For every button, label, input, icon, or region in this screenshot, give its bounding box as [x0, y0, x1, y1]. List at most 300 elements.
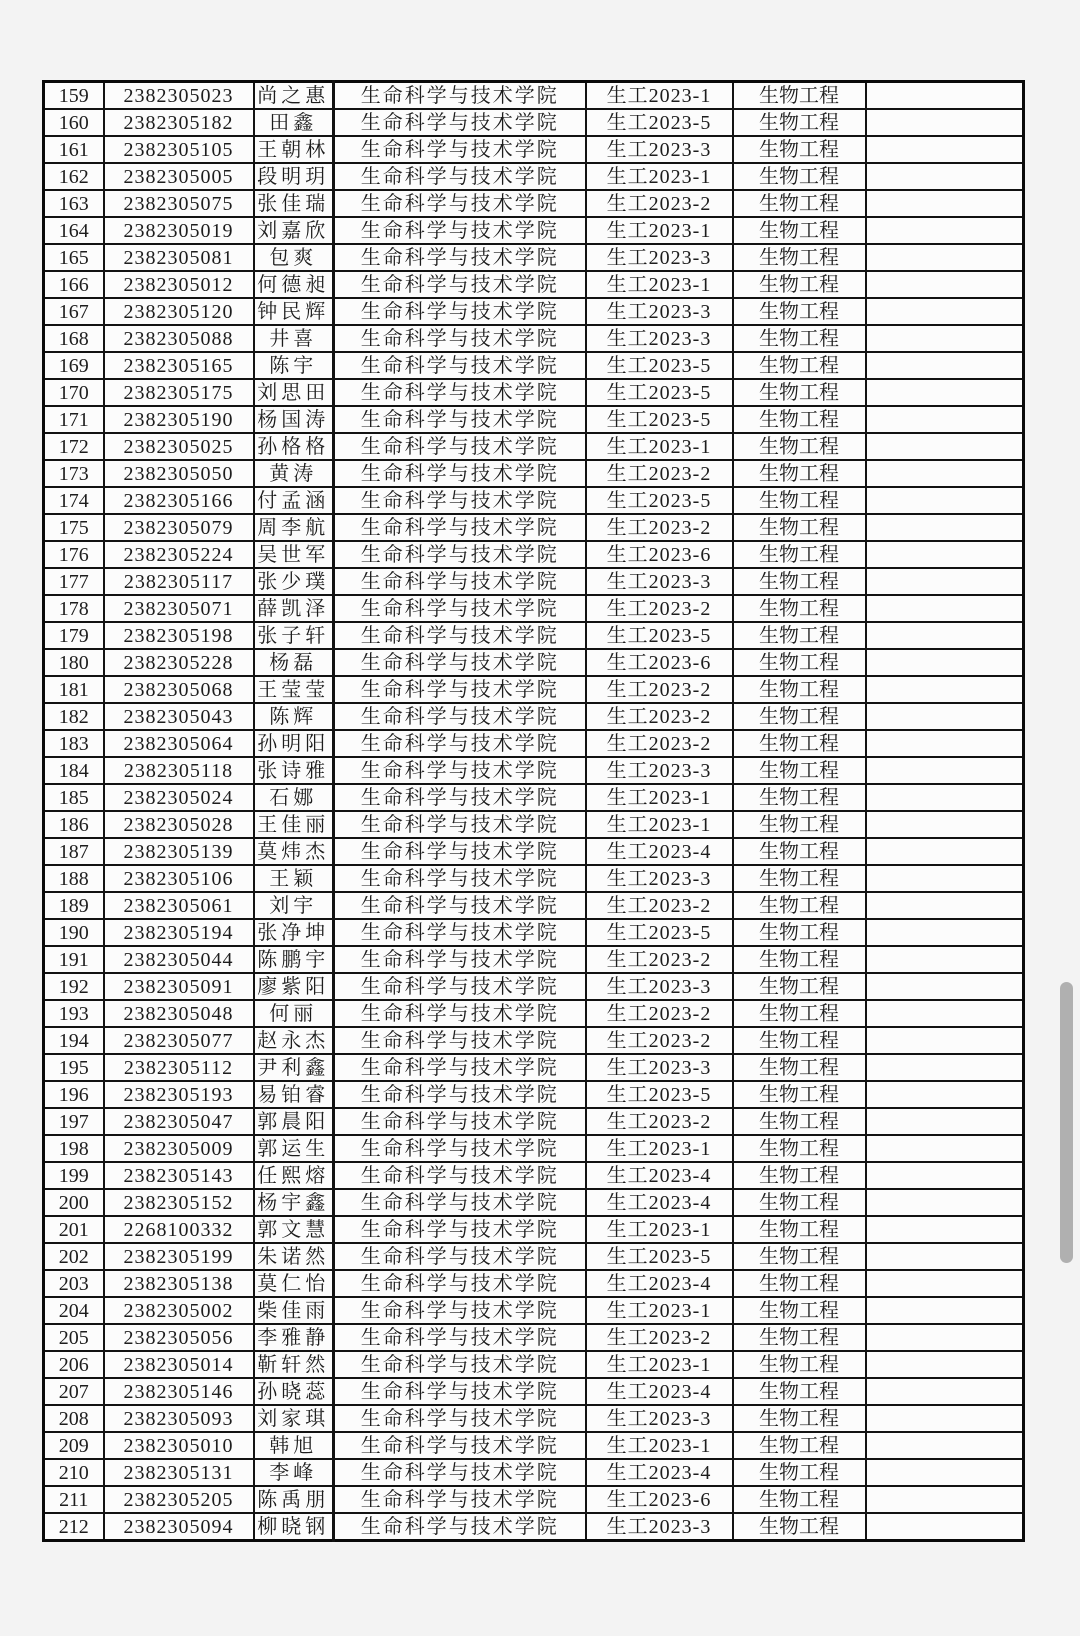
- cell-student-id[interactable]: 2382305143: [104, 1162, 254, 1189]
- cell-major[interactable]: 生物工程: [733, 568, 866, 595]
- cell-college[interactable]: 生命科学与技术学院: [334, 433, 586, 460]
- cell-college[interactable]: 生命科学与技术学院: [334, 973, 586, 1000]
- cell-student-name[interactable]: 韩旭: [254, 1432, 334, 1459]
- cell-note[interactable]: [866, 298, 1024, 325]
- cell-note[interactable]: [866, 892, 1024, 919]
- cell-row-number[interactable]: 160: [44, 109, 104, 136]
- cell-note[interactable]: [866, 217, 1024, 244]
- cell-student-id[interactable]: 2382305043: [104, 703, 254, 730]
- cell-major[interactable]: 生物工程: [733, 1162, 866, 1189]
- cell-note[interactable]: [866, 1513, 1024, 1541]
- cell-college[interactable]: 生命科学与技术学院: [334, 271, 586, 298]
- cell-student-id[interactable]: 2382305190: [104, 406, 254, 433]
- cell-student-id[interactable]: 2382305093: [104, 1405, 254, 1432]
- cell-row-number[interactable]: 181: [44, 676, 104, 703]
- cell-row-number[interactable]: 208: [44, 1405, 104, 1432]
- cell-class[interactable]: 生工2023-3: [586, 1054, 733, 1081]
- cell-student-id[interactable]: 2382305010: [104, 1432, 254, 1459]
- cell-student-name[interactable]: 杨国涛: [254, 406, 334, 433]
- cell-college[interactable]: 生命科学与技术学院: [334, 514, 586, 541]
- cell-student-name[interactable]: 易铂睿: [254, 1081, 334, 1108]
- cell-major[interactable]: 生物工程: [733, 514, 866, 541]
- cell-student-id[interactable]: 2382305165: [104, 352, 254, 379]
- cell-student-name[interactable]: 任熙熔: [254, 1162, 334, 1189]
- cell-major[interactable]: 生物工程: [733, 379, 866, 406]
- cell-class[interactable]: 生工2023-2: [586, 676, 733, 703]
- cell-student-id[interactable]: 2382305106: [104, 865, 254, 892]
- cell-note[interactable]: [866, 919, 1024, 946]
- cell-student-id[interactable]: 2382305081: [104, 244, 254, 271]
- cell-class[interactable]: 生工2023-5: [586, 487, 733, 514]
- cell-major[interactable]: 生物工程: [733, 1189, 866, 1216]
- cell-student-name[interactable]: 何丽: [254, 1000, 334, 1027]
- cell-college[interactable]: 生命科学与技术学院: [334, 1432, 586, 1459]
- cell-major[interactable]: 生物工程: [733, 1324, 866, 1351]
- cell-student-id[interactable]: 2382305044: [104, 946, 254, 973]
- cell-college[interactable]: 生命科学与技术学院: [334, 1513, 586, 1541]
- cell-major[interactable]: 生物工程: [733, 595, 866, 622]
- cell-class[interactable]: 生工2023-5: [586, 352, 733, 379]
- cell-class[interactable]: 生工2023-2: [586, 1324, 733, 1351]
- cell-note[interactable]: [866, 325, 1024, 352]
- cell-student-id[interactable]: 2382305131: [104, 1459, 254, 1486]
- cell-note[interactable]: [866, 676, 1024, 703]
- cell-major[interactable]: 生物工程: [733, 1027, 866, 1054]
- cell-student-id[interactable]: 2382305138: [104, 1270, 254, 1297]
- cell-student-name[interactable]: 王佳丽: [254, 811, 334, 838]
- cell-student-name[interactable]: 陈宇: [254, 352, 334, 379]
- cell-note[interactable]: [866, 109, 1024, 136]
- cell-class[interactable]: 生工2023-3: [586, 136, 733, 163]
- cell-note[interactable]: [866, 757, 1024, 784]
- cell-major[interactable]: 生物工程: [733, 136, 866, 163]
- cell-college[interactable]: 生命科学与技术学院: [334, 595, 586, 622]
- cell-row-number[interactable]: 207: [44, 1378, 104, 1405]
- cell-major[interactable]: 生物工程: [733, 1459, 866, 1486]
- cell-class[interactable]: 生工2023-1: [586, 433, 733, 460]
- cell-row-number[interactable]: 177: [44, 568, 104, 595]
- cell-class[interactable]: 生工2023-5: [586, 919, 733, 946]
- cell-note[interactable]: [866, 1486, 1024, 1513]
- cell-major[interactable]: 生物工程: [733, 1081, 866, 1108]
- cell-student-name[interactable]: 尚之惠: [254, 82, 334, 110]
- cell-note[interactable]: [866, 1189, 1024, 1216]
- vertical-scrollbar-thumb[interactable]: [1060, 982, 1073, 1263]
- cell-student-name[interactable]: 钟民辉: [254, 298, 334, 325]
- cell-class[interactable]: 生工2023-5: [586, 622, 733, 649]
- cell-student-name[interactable]: 孙晓蕊: [254, 1378, 334, 1405]
- cell-major[interactable]: 生物工程: [733, 1216, 866, 1243]
- cell-row-number[interactable]: 184: [44, 757, 104, 784]
- cell-major[interactable]: 生物工程: [733, 217, 866, 244]
- cell-row-number[interactable]: 173: [44, 460, 104, 487]
- cell-college[interactable]: 生命科学与技术学院: [334, 1027, 586, 1054]
- cell-row-number[interactable]: 172: [44, 433, 104, 460]
- cell-college[interactable]: 生命科学与技术学院: [334, 1270, 586, 1297]
- cell-row-number[interactable]: 183: [44, 730, 104, 757]
- cell-student-id[interactable]: 2382305146: [104, 1378, 254, 1405]
- cell-college[interactable]: 生命科学与技术学院: [334, 1459, 586, 1486]
- cell-note[interactable]: [866, 1378, 1024, 1405]
- cell-note[interactable]: [866, 1081, 1024, 1108]
- cell-college[interactable]: 生命科学与技术学院: [334, 811, 586, 838]
- cell-student-id[interactable]: 2382305112: [104, 1054, 254, 1081]
- cell-note[interactable]: [866, 811, 1024, 838]
- cell-note[interactable]: [866, 946, 1024, 973]
- cell-student-id[interactable]: 2382305117: [104, 568, 254, 595]
- cell-student-id[interactable]: 2382305175: [104, 379, 254, 406]
- cell-note[interactable]: [866, 271, 1024, 298]
- cell-row-number[interactable]: 196: [44, 1081, 104, 1108]
- cell-note[interactable]: [866, 487, 1024, 514]
- cell-student-id[interactable]: 2382305199: [104, 1243, 254, 1270]
- cell-note[interactable]: [866, 406, 1024, 433]
- cell-student-name[interactable]: 杨宇鑫: [254, 1189, 334, 1216]
- cell-student-name[interactable]: 刘宇: [254, 892, 334, 919]
- cell-row-number[interactable]: 182: [44, 703, 104, 730]
- cell-major[interactable]: 生物工程: [733, 433, 866, 460]
- cell-class[interactable]: 生工2023-2: [586, 595, 733, 622]
- cell-note[interactable]: [866, 1297, 1024, 1324]
- cell-student-name[interactable]: 王莹莹: [254, 676, 334, 703]
- cell-major[interactable]: 生物工程: [733, 730, 866, 757]
- cell-college[interactable]: 生命科学与技术学院: [334, 1486, 586, 1513]
- cell-student-name[interactable]: 吴世军: [254, 541, 334, 568]
- cell-student-id[interactable]: 2382305025: [104, 433, 254, 460]
- cell-major[interactable]: 生物工程: [733, 487, 866, 514]
- cell-major[interactable]: 生物工程: [733, 406, 866, 433]
- cell-student-id[interactable]: 2382305193: [104, 1081, 254, 1108]
- cell-row-number[interactable]: 163: [44, 190, 104, 217]
- cell-class[interactable]: 生工2023-2: [586, 892, 733, 919]
- cell-note[interactable]: [866, 973, 1024, 1000]
- cell-college[interactable]: 生命科学与技术学院: [334, 1162, 586, 1189]
- cell-note[interactable]: [866, 1054, 1024, 1081]
- cell-class[interactable]: 生工2023-1: [586, 1216, 733, 1243]
- cell-college[interactable]: 生命科学与技术学院: [334, 217, 586, 244]
- cell-class[interactable]: 生工2023-1: [586, 217, 733, 244]
- cell-student-id[interactable]: 2382305019: [104, 217, 254, 244]
- cell-note[interactable]: [866, 865, 1024, 892]
- cell-student-id[interactable]: 2268100332: [104, 1216, 254, 1243]
- cell-college[interactable]: 生命科学与技术学院: [334, 1216, 586, 1243]
- cell-college[interactable]: 生命科学与技术学院: [334, 865, 586, 892]
- cell-row-number[interactable]: 203: [44, 1270, 104, 1297]
- cell-student-name[interactable]: 赵永杰: [254, 1027, 334, 1054]
- cell-note[interactable]: [866, 1459, 1024, 1486]
- cell-college[interactable]: 生命科学与技术学院: [334, 676, 586, 703]
- cell-college[interactable]: 生命科学与技术学院: [334, 1135, 586, 1162]
- cell-college[interactable]: 生命科学与技术学院: [334, 1000, 586, 1027]
- cell-major[interactable]: 生物工程: [733, 1000, 866, 1027]
- cell-row-number[interactable]: 162: [44, 163, 104, 190]
- cell-note[interactable]: [866, 1324, 1024, 1351]
- cell-major[interactable]: 生物工程: [733, 1405, 866, 1432]
- cell-row-number[interactable]: 200: [44, 1189, 104, 1216]
- cell-student-id[interactable]: 2382305152: [104, 1189, 254, 1216]
- cell-note[interactable]: [866, 703, 1024, 730]
- cell-row-number[interactable]: 199: [44, 1162, 104, 1189]
- cell-student-name[interactable]: 段明玥: [254, 163, 334, 190]
- cell-student-id[interactable]: 2382305071: [104, 595, 254, 622]
- cell-major[interactable]: 生物工程: [733, 622, 866, 649]
- cell-student-name[interactable]: 莫炜杰: [254, 838, 334, 865]
- cell-college[interactable]: 生命科学与技术学院: [334, 190, 586, 217]
- cell-college[interactable]: 生命科学与技术学院: [334, 163, 586, 190]
- cell-student-id[interactable]: 2382305094: [104, 1513, 254, 1541]
- cell-row-number[interactable]: 166: [44, 271, 104, 298]
- cell-major[interactable]: 生物工程: [733, 676, 866, 703]
- cell-student-name[interactable]: 刘家琪: [254, 1405, 334, 1432]
- cell-note[interactable]: [866, 433, 1024, 460]
- cell-college[interactable]: 生命科学与技术学院: [334, 730, 586, 757]
- cell-major[interactable]: 生物工程: [733, 757, 866, 784]
- cell-major[interactable]: 生物工程: [733, 1513, 866, 1541]
- cell-row-number[interactable]: 201: [44, 1216, 104, 1243]
- cell-student-name[interactable]: 刘嘉欣: [254, 217, 334, 244]
- cell-class[interactable]: 生工2023-1: [586, 1297, 733, 1324]
- cell-row-number[interactable]: 161: [44, 136, 104, 163]
- cell-class[interactable]: 生工2023-6: [586, 1486, 733, 1513]
- cell-student-id[interactable]: 2382305079: [104, 514, 254, 541]
- cell-class[interactable]: 生工2023-5: [586, 406, 733, 433]
- cell-note[interactable]: [866, 1108, 1024, 1135]
- cell-college[interactable]: 生命科学与技术学院: [334, 1081, 586, 1108]
- cell-college[interactable]: 生命科学与技术学院: [334, 1243, 586, 1270]
- cell-college[interactable]: 生命科学与技术学院: [334, 1378, 586, 1405]
- cell-major[interactable]: 生物工程: [733, 109, 866, 136]
- cell-class[interactable]: 生工2023-3: [586, 1513, 733, 1541]
- cell-student-name[interactable]: 包爽: [254, 244, 334, 271]
- cell-college[interactable]: 生命科学与技术学院: [334, 838, 586, 865]
- cell-student-name[interactable]: 田鑫: [254, 109, 334, 136]
- cell-row-number[interactable]: 205: [44, 1324, 104, 1351]
- cell-row-number[interactable]: 206: [44, 1351, 104, 1378]
- cell-class[interactable]: 生工2023-1: [586, 1351, 733, 1378]
- cell-college[interactable]: 生命科学与技术学院: [334, 1324, 586, 1351]
- cell-student-name[interactable]: 柴佳雨: [254, 1297, 334, 1324]
- cell-class[interactable]: 生工2023-2: [586, 1108, 733, 1135]
- cell-note[interactable]: [866, 622, 1024, 649]
- cell-class[interactable]: 生工2023-4: [586, 838, 733, 865]
- cell-class[interactable]: 生工2023-4: [586, 1270, 733, 1297]
- cell-note[interactable]: [866, 1000, 1024, 1027]
- cell-class[interactable]: 生工2023-4: [586, 1459, 733, 1486]
- cell-student-name[interactable]: 周李航: [254, 514, 334, 541]
- cell-row-number[interactable]: 187: [44, 838, 104, 865]
- cell-student-name[interactable]: 郭晨阳: [254, 1108, 334, 1135]
- cell-row-number[interactable]: 164: [44, 217, 104, 244]
- cell-student-name[interactable]: 张少璞: [254, 568, 334, 595]
- cell-student-id[interactable]: 2382305009: [104, 1135, 254, 1162]
- cell-major[interactable]: 生物工程: [733, 1243, 866, 1270]
- cell-major[interactable]: 生物工程: [733, 703, 866, 730]
- cell-student-name[interactable]: 井喜: [254, 325, 334, 352]
- cell-college[interactable]: 生命科学与技术学院: [334, 325, 586, 352]
- cell-student-id[interactable]: 2382305012: [104, 271, 254, 298]
- cell-student-name[interactable]: 李峰: [254, 1459, 334, 1486]
- cell-note[interactable]: [866, 784, 1024, 811]
- cell-row-number[interactable]: 178: [44, 595, 104, 622]
- cell-student-name[interactable]: 张子轩: [254, 622, 334, 649]
- cell-row-number[interactable]: 171: [44, 406, 104, 433]
- cell-major[interactable]: 生物工程: [733, 838, 866, 865]
- cell-row-number[interactable]: 174: [44, 487, 104, 514]
- cell-college[interactable]: 生命科学与技术学院: [334, 487, 586, 514]
- cell-class[interactable]: 生工2023-4: [586, 1162, 733, 1189]
- cell-note[interactable]: [866, 595, 1024, 622]
- cell-student-name[interactable]: 杨磊: [254, 649, 334, 676]
- cell-student-name[interactable]: 廖紫阳: [254, 973, 334, 1000]
- cell-class[interactable]: 生工2023-1: [586, 811, 733, 838]
- cell-note[interactable]: [866, 1432, 1024, 1459]
- cell-row-number[interactable]: 192: [44, 973, 104, 1000]
- cell-college[interactable]: 生命科学与技术学院: [334, 1351, 586, 1378]
- cell-row-number[interactable]: 170: [44, 379, 104, 406]
- cell-major[interactable]: 生物工程: [733, 919, 866, 946]
- cell-row-number[interactable]: 176: [44, 541, 104, 568]
- cell-college[interactable]: 生命科学与技术学院: [334, 892, 586, 919]
- cell-college[interactable]: 生命科学与技术学院: [334, 568, 586, 595]
- cell-row-number[interactable]: 188: [44, 865, 104, 892]
- cell-major[interactable]: 生物工程: [733, 1054, 866, 1081]
- cell-row-number[interactable]: 191: [44, 946, 104, 973]
- cell-student-id[interactable]: 2382305228: [104, 649, 254, 676]
- cell-major[interactable]: 生物工程: [733, 541, 866, 568]
- cell-student-id[interactable]: 2382305198: [104, 622, 254, 649]
- cell-note[interactable]: [866, 568, 1024, 595]
- cell-student-id[interactable]: 2382305048: [104, 1000, 254, 1027]
- cell-college[interactable]: 生命科学与技术学院: [334, 1054, 586, 1081]
- cell-student-id[interactable]: 2382305005: [104, 163, 254, 190]
- cell-student-id[interactable]: 2382305075: [104, 190, 254, 217]
- cell-student-id[interactable]: 2382305120: [104, 298, 254, 325]
- cell-major[interactable]: 生物工程: [733, 973, 866, 1000]
- cell-row-number[interactable]: 189: [44, 892, 104, 919]
- cell-major[interactable]: 生物工程: [733, 82, 866, 110]
- cell-row-number[interactable]: 198: [44, 1135, 104, 1162]
- cell-student-name[interactable]: 张诗雅: [254, 757, 334, 784]
- cell-student-name[interactable]: 黄涛: [254, 460, 334, 487]
- cell-note[interactable]: [866, 136, 1024, 163]
- cell-class[interactable]: 生工2023-2: [586, 946, 733, 973]
- cell-college[interactable]: 生命科学与技术学院: [334, 946, 586, 973]
- cell-note[interactable]: [866, 730, 1024, 757]
- cell-student-name[interactable]: 郭运生: [254, 1135, 334, 1162]
- cell-row-number[interactable]: 210: [44, 1459, 104, 1486]
- cell-note[interactable]: [866, 82, 1024, 110]
- cell-student-name[interactable]: 孙格格: [254, 433, 334, 460]
- cell-student-id[interactable]: 2382305064: [104, 730, 254, 757]
- cell-major[interactable]: 生物工程: [733, 1351, 866, 1378]
- cell-college[interactable]: 生命科学与技术学院: [334, 379, 586, 406]
- cell-class[interactable]: 生工2023-6: [586, 649, 733, 676]
- cell-major[interactable]: 生物工程: [733, 1432, 866, 1459]
- cell-student-id[interactable]: 2382305105: [104, 136, 254, 163]
- cell-college[interactable]: 生命科学与技术学院: [334, 649, 586, 676]
- cell-college[interactable]: 生命科学与技术学院: [334, 1189, 586, 1216]
- cell-major[interactable]: 生物工程: [733, 649, 866, 676]
- cell-class[interactable]: 生工2023-1: [586, 1432, 733, 1459]
- cell-student-id[interactable]: 2382305047: [104, 1108, 254, 1135]
- cell-row-number[interactable]: 197: [44, 1108, 104, 1135]
- cell-student-id[interactable]: 2382305182: [104, 109, 254, 136]
- cell-note[interactable]: [866, 1162, 1024, 1189]
- cell-student-id[interactable]: 2382305068: [104, 676, 254, 703]
- cell-major[interactable]: 生物工程: [733, 298, 866, 325]
- cell-major[interactable]: 生物工程: [733, 811, 866, 838]
- cell-class[interactable]: 生工2023-4: [586, 1378, 733, 1405]
- cell-student-name[interactable]: 付孟涵: [254, 487, 334, 514]
- cell-row-number[interactable]: 186: [44, 811, 104, 838]
- cell-student-id[interactable]: 2382305224: [104, 541, 254, 568]
- cell-note[interactable]: [866, 649, 1024, 676]
- cell-note[interactable]: [866, 541, 1024, 568]
- cell-college[interactable]: 生命科学与技术学院: [334, 298, 586, 325]
- cell-row-number[interactable]: 194: [44, 1027, 104, 1054]
- cell-row-number[interactable]: 212: [44, 1513, 104, 1541]
- cell-row-number[interactable]: 175: [44, 514, 104, 541]
- cell-row-number[interactable]: 167: [44, 298, 104, 325]
- cell-class[interactable]: 生工2023-5: [586, 1243, 733, 1270]
- cell-note[interactable]: [866, 1135, 1024, 1162]
- cell-note[interactable]: [866, 838, 1024, 865]
- cell-student-name[interactable]: 陈鹏宇: [254, 946, 334, 973]
- cell-student-id[interactable]: 2382305194: [104, 919, 254, 946]
- cell-student-id[interactable]: 2382305091: [104, 973, 254, 1000]
- cell-class[interactable]: 生工2023-5: [586, 379, 733, 406]
- cell-student-name[interactable]: 靳轩然: [254, 1351, 334, 1378]
- cell-student-name[interactable]: 张净坤: [254, 919, 334, 946]
- cell-student-id[interactable]: 2382305002: [104, 1297, 254, 1324]
- cell-college[interactable]: 生命科学与技术学院: [334, 82, 586, 110]
- cell-row-number[interactable]: 211: [44, 1486, 104, 1513]
- cell-class[interactable]: 生工2023-5: [586, 1081, 733, 1108]
- cell-major[interactable]: 生物工程: [733, 1108, 866, 1135]
- cell-class[interactable]: 生工2023-2: [586, 703, 733, 730]
- cell-class[interactable]: 生工2023-2: [586, 460, 733, 487]
- cell-major[interactable]: 生物工程: [733, 352, 866, 379]
- cell-class[interactable]: 生工2023-4: [586, 1189, 733, 1216]
- cell-college[interactable]: 生命科学与技术学院: [334, 1108, 586, 1135]
- cell-class[interactable]: 生工2023-3: [586, 568, 733, 595]
- cell-major[interactable]: 生物工程: [733, 946, 866, 973]
- cell-note[interactable]: [866, 190, 1024, 217]
- cell-major[interactable]: 生物工程: [733, 244, 866, 271]
- cell-college[interactable]: 生命科学与技术学院: [334, 1297, 586, 1324]
- cell-major[interactable]: 生物工程: [733, 784, 866, 811]
- cell-row-number[interactable]: 159: [44, 82, 104, 110]
- cell-note[interactable]: [866, 1216, 1024, 1243]
- cell-class[interactable]: 生工2023-6: [586, 541, 733, 568]
- cell-student-id[interactable]: 2382305118: [104, 757, 254, 784]
- cell-row-number[interactable]: 195: [44, 1054, 104, 1081]
- cell-college[interactable]: 生命科学与技术学院: [334, 622, 586, 649]
- cell-student-name[interactable]: 陈辉: [254, 703, 334, 730]
- cell-note[interactable]: [866, 244, 1024, 271]
- cell-college[interactable]: 生命科学与技术学院: [334, 460, 586, 487]
- cell-major[interactable]: 生物工程: [733, 1297, 866, 1324]
- cell-class[interactable]: 生工2023-3: [586, 973, 733, 1000]
- cell-college[interactable]: 生命科学与技术学院: [334, 136, 586, 163]
- cell-college[interactable]: 生命科学与技术学院: [334, 919, 586, 946]
- cell-row-number[interactable]: 180: [44, 649, 104, 676]
- cell-major[interactable]: 生物工程: [733, 190, 866, 217]
- cell-student-id[interactable]: 2382305139: [104, 838, 254, 865]
- cell-student-name[interactable]: 朱诺然: [254, 1243, 334, 1270]
- cell-note[interactable]: [866, 352, 1024, 379]
- cell-row-number[interactable]: 168: [44, 325, 104, 352]
